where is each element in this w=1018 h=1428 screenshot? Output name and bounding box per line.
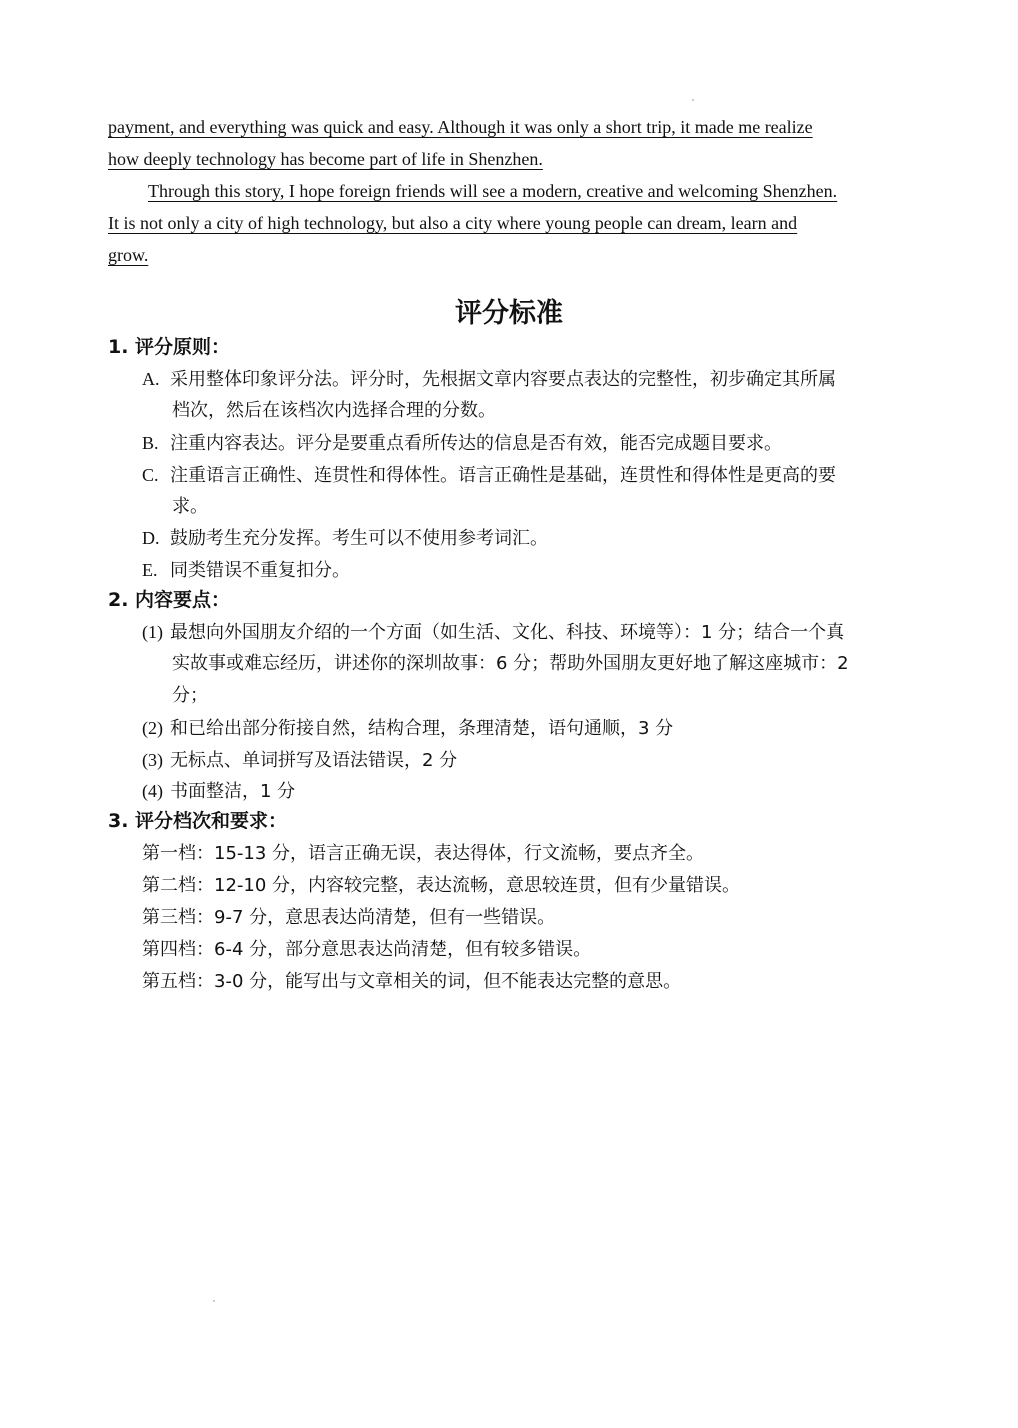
item-text: 分； (172, 685, 208, 706)
item-text: 档次，然后在该档次内选择合理的分数。 (172, 400, 496, 421)
essay-line (108, 207, 920, 239)
section-heading-principles: 1. 评分原则： (108, 336, 231, 358)
item-text: 最想向外国朋友介绍的一个方面（如生活、文化、科技、环境等）：1 分；结合一个真 (170, 622, 845, 643)
item-marker: (2) (142, 718, 163, 738)
grading-level: 第五档：3-0 分，能写出与文章相关的词，但不能表达完整的意思。 (142, 971, 682, 992)
item-text: 书面整洁，1 分 (170, 781, 296, 802)
grading-level: 第三档：9-7 分，意思表达尚清楚，但有一些错误。 (142, 907, 556, 928)
essay-line-text: Through this story, I hope foreign friends will see a modern, creative and welcoming Shenzhen. (148, 181, 838, 201)
essay-line (108, 111, 920, 143)
content-point-item (142, 616, 922, 712)
grading-level: 第一档：15-13 分，语言正确无误，表达得体，行文流畅，要点齐全。 (142, 843, 705, 864)
principle-item (142, 554, 922, 586)
item-text: 和已给出部分衔接自然，结构合理，条理清楚，语句通顺，3 分 (170, 718, 674, 739)
item-marker: (3) (142, 750, 163, 770)
essay-line (108, 239, 920, 271)
page-title: 评分标准 (455, 298, 563, 329)
section-heading-content-points: 2. 内容要点： (108, 589, 231, 611)
grading-levels-list (142, 838, 922, 998)
content-point-item (142, 744, 922, 776)
grading-level: 第四档：6-4 分，部分意思表达尚清楚，但有较多错误。 (142, 939, 592, 960)
essay-line (108, 143, 920, 175)
principle-item (142, 459, 922, 523)
item-text: 同类错误不重复扣分。 (170, 560, 350, 581)
item-marker: (4) (142, 781, 163, 801)
item-marker: (1) (142, 622, 163, 642)
item-marker: E. (142, 560, 158, 580)
essay-line-text: how deeply technology has become part of life in Shenzhen. (108, 149, 543, 169)
principle-item (142, 427, 922, 459)
essay-passage (108, 111, 920, 271)
essay-line (108, 175, 920, 207)
scan-speck (213, 1300, 215, 1302)
content-point-item (142, 775, 922, 807)
item-text: 注重内容表达。评分是要重点看所传达的信息是否有效，能否完成题目要求。 (170, 433, 782, 454)
essay-line-text: It is not only a city of high technology, but also a city where young people can dream, learn and (108, 213, 798, 233)
essay-line-text: grow. (108, 245, 149, 265)
principle-item (142, 522, 922, 554)
item-text: 鼓励考生充分发挥。考生可以不使用参考词汇。 (170, 528, 548, 549)
content-point-item (142, 712, 922, 744)
item-text: 采用整体印象评分法。评分时，先根据文章内容要点表达的完整性，初步确定其所属 (170, 369, 836, 390)
item-marker: C. (142, 465, 159, 485)
scan-speck (692, 99, 694, 101)
item-text: 注重语言正确性、连贯性和得体性。语言正确性是基础，连贯性和得体性是更高的要 (170, 465, 836, 486)
essay-line-text: payment, and everything was quick and easy. Although it was only a short trip, it made me realize (108, 117, 813, 137)
item-marker: B. (142, 433, 159, 453)
principle-item (142, 363, 922, 427)
section-heading-grading-levels: 3. 评分档次和要求： (108, 810, 288, 832)
item-text: 实故事或难忘经历，讲述你的深圳故事：6 分；帮助外国朋友更好地了解这座城市：2 (172, 653, 849, 674)
item-marker: A. (142, 369, 160, 389)
item-marker: D. (142, 528, 160, 548)
grading-level: 第二档：12-10 分，内容较完整，表达流畅，意思较连贯，但有少量错误。 (142, 875, 741, 896)
item-text: 求。 (172, 496, 208, 517)
item-text: 无标点、单词拼写及语法错误，2 分 (170, 750, 458, 771)
